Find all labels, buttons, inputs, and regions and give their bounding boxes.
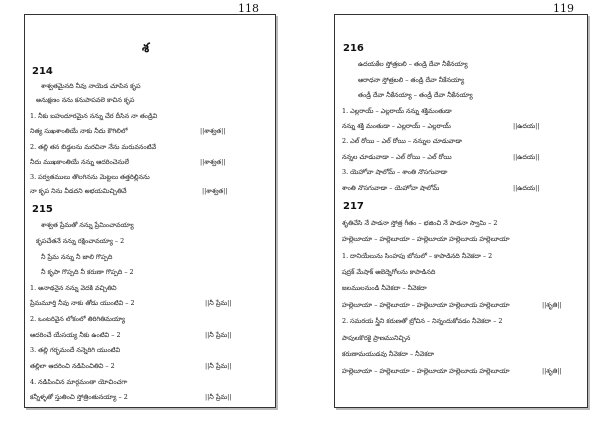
song-line: నా కృప నిను వీడదని అభయమిచ్చితివే <box>30 187 127 195</box>
song-number: 216 <box>343 43 364 54</box>
song-line: హల్లెలూయా – హల్లెలూయా – హల్లెలూయా హల్లెలూయ హల్లెలూయా <box>342 235 510 243</box>
song-line: తండ్రీ దేవా నీకేనయ్యా – తండ్రీ దేవా నీకేనయ్యా <box>358 91 473 99</box>
song-line: షద్రక్ మేషాక్ అబెద్నెగోలను కాపాడినది <box>342 268 436 276</box>
song-line: ఆరాధనా స్తోత్రబలి – తండ్రి దేవా నీకేనయ్యా <box>358 76 465 84</box>
song-line: శాశ్వత ప్రేమతో నన్ను ప్రేమించావయ్యా <box>41 221 134 229</box>
song-line: 1. ఎల్లరాయ్ – ఎల్లరాయ్ నన్ను శక్తిమంతుడా <box>342 107 452 115</box>
right-page <box>300 0 600 425</box>
song-line: హల్లెలూయా – హల్లెలూయా – హల్లెలూయా హల్లెలూయ హల్లెలూయా <box>342 367 510 375</box>
song-line: 2. సమరయ స్త్రీని కరుణతో బ్రోచిన – నిన్నందుకోవడం నీవెకదా – 2 <box>342 317 503 325</box>
song-line: 4. నడిపించిన మార్గమంతా యోచించగా <box>30 378 128 386</box>
song-line: కన్నీళ్ళతో స్తుతించి స్తోత్రింతునయ్యా – 2 <box>30 393 128 401</box>
song-number: 215 <box>32 204 53 215</box>
refrain-marker: ||శృతి|| <box>542 367 562 375</box>
song-line: 2. తల్లి తన బిడ్డలను మరచినా నేను మరువనంటివే <box>30 143 157 151</box>
page-frame <box>24 14 276 408</box>
refrain-marker: ||శాశ్వత|| <box>200 127 226 135</box>
song-line: అనుక్షణం నను కనుపాపవలె కాచిన కృప <box>36 96 135 104</box>
song-line: కృపచేతనే నన్ను రక్షించావయ్యా – 2 <box>36 237 125 245</box>
song-line: నన్నల చూడువాడా – ఎల్ రోయి – ఎల్ రోయి <box>342 153 452 161</box>
refrain-marker: ||శాశ్వత|| <box>202 187 228 195</box>
page-number: 119 <box>553 2 574 15</box>
song-line: జలములనుండి నీవెకదా – నీవెకదా <box>342 284 427 292</box>
song-line: 3. తల్లి గర్భమందే నన్నెరిగి యుంటివి <box>30 346 121 354</box>
song-line: నీ ప్రేమ నన్ను నీ జాలి గొప్పది <box>41 253 113 261</box>
song-line: 1. దానియేలును సింహపు బోనులో – కాపాడినది నీవెకదా – 2 <box>342 252 493 260</box>
song-line: నిత్య సుఖశాంతియే నాకు నీదు కౌగిలిలో <box>30 127 128 135</box>
song-line: శాశ్వతమైనది నీవు నాయెడ చూపిన కృప <box>41 82 141 90</box>
refrain-marker: ||శాశ్వత|| <box>200 158 226 166</box>
song-number: 214 <box>32 66 53 77</box>
song-line: 3. పర్వతములు తొలగినను మెట్టలు తత్తరిల్లినను <box>30 173 150 181</box>
song-line: 2. ఎల్ రోయి – ఎల్ రోయి – నన్నుల చూడువాడా <box>342 137 463 145</box>
song-line: నీ కృపా గొప్పది నీ కరుణా గొప్పది – 2 <box>41 268 134 276</box>
refrain-marker: ||నీ ప్రేమ|| <box>205 362 232 370</box>
song-line: ఆదరించే యేసయ్య నీకు ఉంటివి – 2 <box>30 331 121 339</box>
page-content <box>335 15 587 407</box>
page-number: 118 <box>238 2 259 15</box>
refrain-marker: ||శృతి|| <box>542 301 562 309</box>
song-line: శృతిచేసి నే పాడనా స్తోత్ర గీతం – భజించి నే పాడనా స్వామి – 2 <box>342 219 498 227</box>
song-line: ఉదయకేల స్తోత్రబలి – తండ్రి దేవా నీకేనయ్యా <box>358 60 468 68</box>
refrain-marker: ||ఉదయ|| <box>513 184 540 192</box>
page-frame <box>334 14 588 408</box>
song-line: పాపులకొరకై ప్రాణమునిచ్చిన <box>342 334 411 342</box>
song-number: 217 <box>343 201 364 212</box>
refrain-marker: ||నీ ప్రేమ|| <box>205 393 232 401</box>
page-content <box>25 15 275 407</box>
song-line: కరుణామయుడవు నీవెకదా – నీవెకదా <box>342 350 435 358</box>
song-line: 3. యెహోవా షాలోమ్ – శాంతి నొసగువాడా <box>342 168 448 176</box>
song-line: శాంతి నొసగువాడా – యెహోవా షాలోమ్ <box>342 184 440 192</box>
song-line: 1. అనాథనైన నన్ను వెదకి వచ్చితివి <box>30 284 117 292</box>
section-letter: శ <box>142 41 150 56</box>
song-line: తల్లిలా ఆదరించి నడిపించితివి – 2 <box>30 362 115 370</box>
song-line: 2. ఒంటరివైన లోకంలో తిరిగితిమయ్యా <box>30 315 126 323</box>
song-line: ప్రేమమూర్తి నీవు నాకు తోడు యుంటివి – 2 <box>30 299 135 307</box>
refrain-marker: ||ఉదయ|| <box>513 153 540 161</box>
song-line: నీదు ముఖకాంతియే నన్ను ఆదరించెనులే <box>30 158 129 166</box>
refrain-marker: ||నీ ప్రేమ|| <box>205 331 232 339</box>
refrain-marker: ||ఉదయ|| <box>513 122 540 130</box>
refrain-marker: ||నీ ప్రేమ|| <box>205 299 232 307</box>
song-line: హల్లెలూయా – హల్లెలూయా – హల్లెలూయా హల్లెలూయ హల్లెలూయా <box>342 301 510 309</box>
song-line: 1. నీకు బహుదూరమైన నన్ను చేర దీసిన నా తండ్రివి <box>30 112 158 120</box>
song-line: నన్ను శక్తి మంతుడా – ఎల్లరాయ్ – ఎల్లరాయ్ <box>342 122 451 130</box>
